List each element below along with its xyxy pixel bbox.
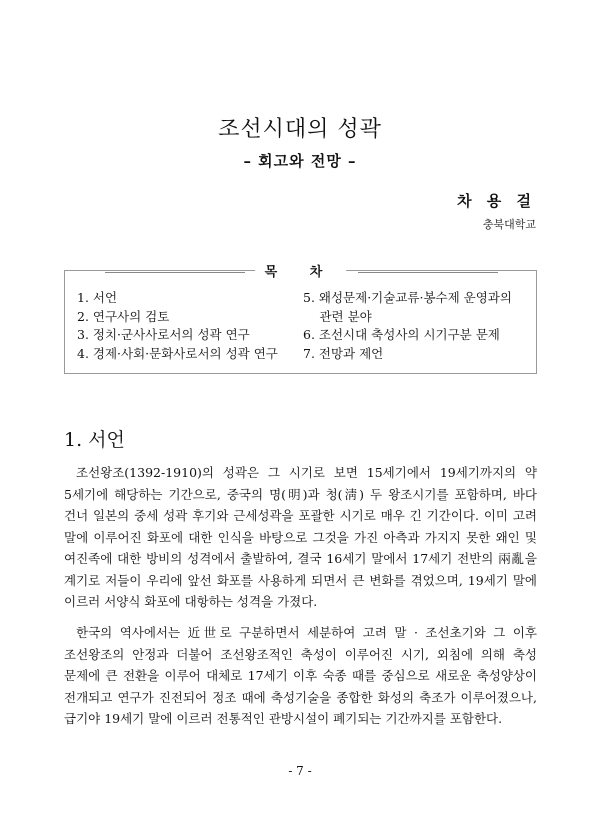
- toc-item: 3. 정치·군사사로서의 성곽 연구: [77, 327, 250, 342]
- toc-rule-left: [105, 272, 245, 273]
- toc-right-column: [303, 289, 512, 363]
- body-paragraph: 한국의 역사에서는 近世로 구분하면서 세분하여 고려 말 · 조선초기와 그 이후 조선왕조의 안정과 더불어 조선왕조적인 축성이 이루어진 시기, 외침에 의해 축성 문제에 큰 전환을 이루어 대체로 17세기 이후 숙종 때를 중심으로 새로운 축성양상이 전개되고 연구가 진전되어 정조 때에 축성기술을 종합한 화성의 축조가 이루어졌으나, 급기야 19세기 말에 이르러 전통적인 관방시설이 폐기되는 기간까지를 포함한다.: [64, 625, 537, 726]
- document-subtitle: – 회고와 전망 –: [243, 152, 357, 170]
- document-title: 조선시대의 성곽: [218, 117, 382, 142]
- toc-item: 2. 연구사의 검토: [77, 308, 170, 324]
- section-heading: 1. 서언: [64, 429, 125, 451]
- toc-item: 7. 전망과 제언: [303, 345, 384, 361]
- toc-item: 관련 분야: [303, 308, 372, 324]
- toc-heading: 목 차: [255, 261, 347, 280]
- body-paragraph: 조선왕조(1392-1910)의 성곽은 그 시기로 보면 15세기에서 19세기까지의 약 5세기에 해당하는 기간으로, 중국의 명(明)과 청(淸) 두 왕조시기를 포함하며, 바다 건너 일본의 중세 성곽 후기와 근세성곽을 포괄한 시기로 매우 긴 기간이다. 이미 고려 말에 이루어진 화포에 대한 인식을 바탕으로 그것을 가진 아측과 가지지 못한 왜인 및 여진족에 대한 방비의 성격에서 출발하여, 결국 16세기 말에서 17세기 전반의 兩亂을 계기로 저들이 우리에 앞선 화포를 사용하게 되면서 큰 변화를 겪었으며, 19세기 말에 이르러 서양식 화포에 대항하는 성격을 가졌다.: [64, 465, 537, 609]
- toc-item: 6. 조선시대 축성사의 시기구분 문제: [303, 327, 500, 342]
- toc-item: 1. 서언: [77, 290, 118, 305]
- author-name: 차 용 걸: [457, 192, 536, 210]
- table-of-contents: [64, 265, 537, 374]
- toc-left-column: [77, 289, 278, 363]
- author-affiliation: 충북대학교: [482, 218, 536, 231]
- toc-item: 5. 왜성문제·기술교류·봉수제 운영과의: [303, 290, 512, 305]
- page-number: - 7 -: [288, 764, 312, 778]
- toc-rule-right: [358, 272, 498, 273]
- toc-item: 4. 경제·사회·문화사로서의 성곽 연구: [77, 345, 278, 361]
